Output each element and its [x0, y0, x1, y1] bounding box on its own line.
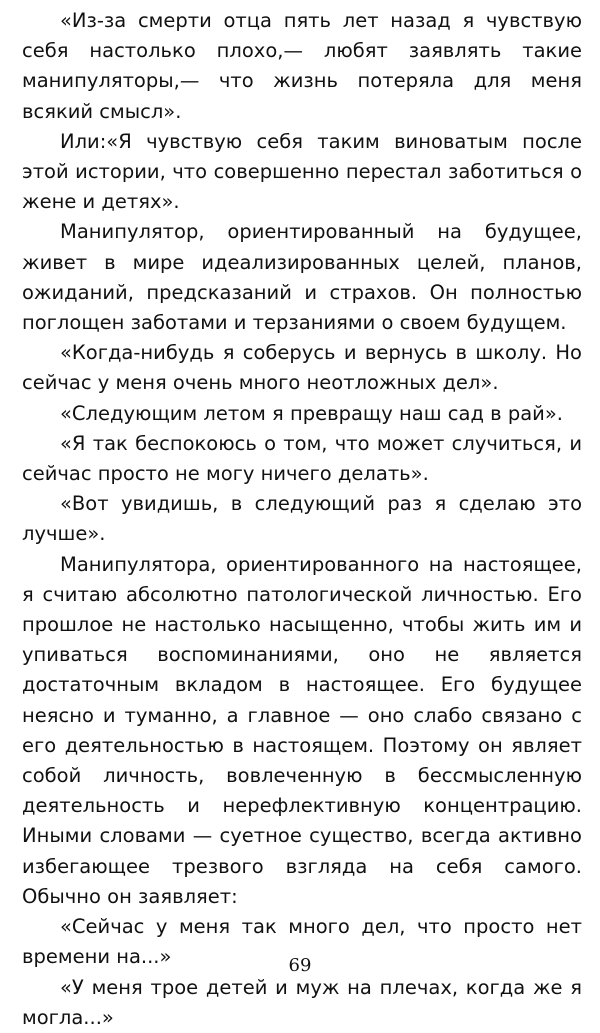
- paragraph-2: Или:«Я чувствую себя таким виноватым после этой истории, что совершенно перестал заботиться о жене и детях».: [22, 129, 582, 214]
- paragraph-6: «Я так беспокоюсь о том, что может случиться, и сейчас просто не могу ничего делать».: [22, 431, 582, 486]
- paragraph-3: Манипулятор, ориентированный на будущее, живет в мире идеализированных целей, планов, ожиданий, предсказаний и страхов. Он полностью поглощен заботами и терзаниями о своем будущем.: [22, 220, 582, 335]
- page-number: 69: [288, 955, 312, 976]
- paragraph-9: «Сейчас у меня так много дел, что просто нет времени на...»: [22, 915, 582, 969]
- paragraph-8: Манипулятора, ориентированного на настоящее, я считаю абсолютно патологической личностью. Его прошлое не настолько насыщенно, чтобы жить им и упиваться воспоминаниями, оно не является достаточным вкладом в настоящее. Его будущее неясно и туманно, а главное — оно слабо связано с его деятельностью в настоящем. Поэтому он являет собой личность, вовлеченную в бессмысленную деятельность и нерефлективную концентрацию. Иными словами — суетное существо, всегда активно избегающее трезвого взгляда на себя самого. Обычно он заявляет:: [22, 552, 582, 908]
- paragraph-4: «Когда-нибудь я соберусь и вернусь в школу. Но сейчас у меня очень много неотложных дел».: [22, 341, 582, 395]
- paragraph-5: «Следующим летом я превращу наш сад в рай».: [60, 401, 563, 425]
- book-page: [22, 6, 582, 1029]
- paragraph-1: «Из-за смерти отца пять лет назад я чувствую себя настолько плохо,— любят заявлять такие манипуляторы,— что жизнь потеряла для меня всякий смысл».: [22, 9, 582, 123]
- paragraph-10: «У меня трое детей и муж на плечах, когда же я могла...»: [22, 975, 582, 1029]
- paragraph-7: «Вот увидишь, в следующий раз я сделаю это лучше».: [22, 492, 582, 546]
